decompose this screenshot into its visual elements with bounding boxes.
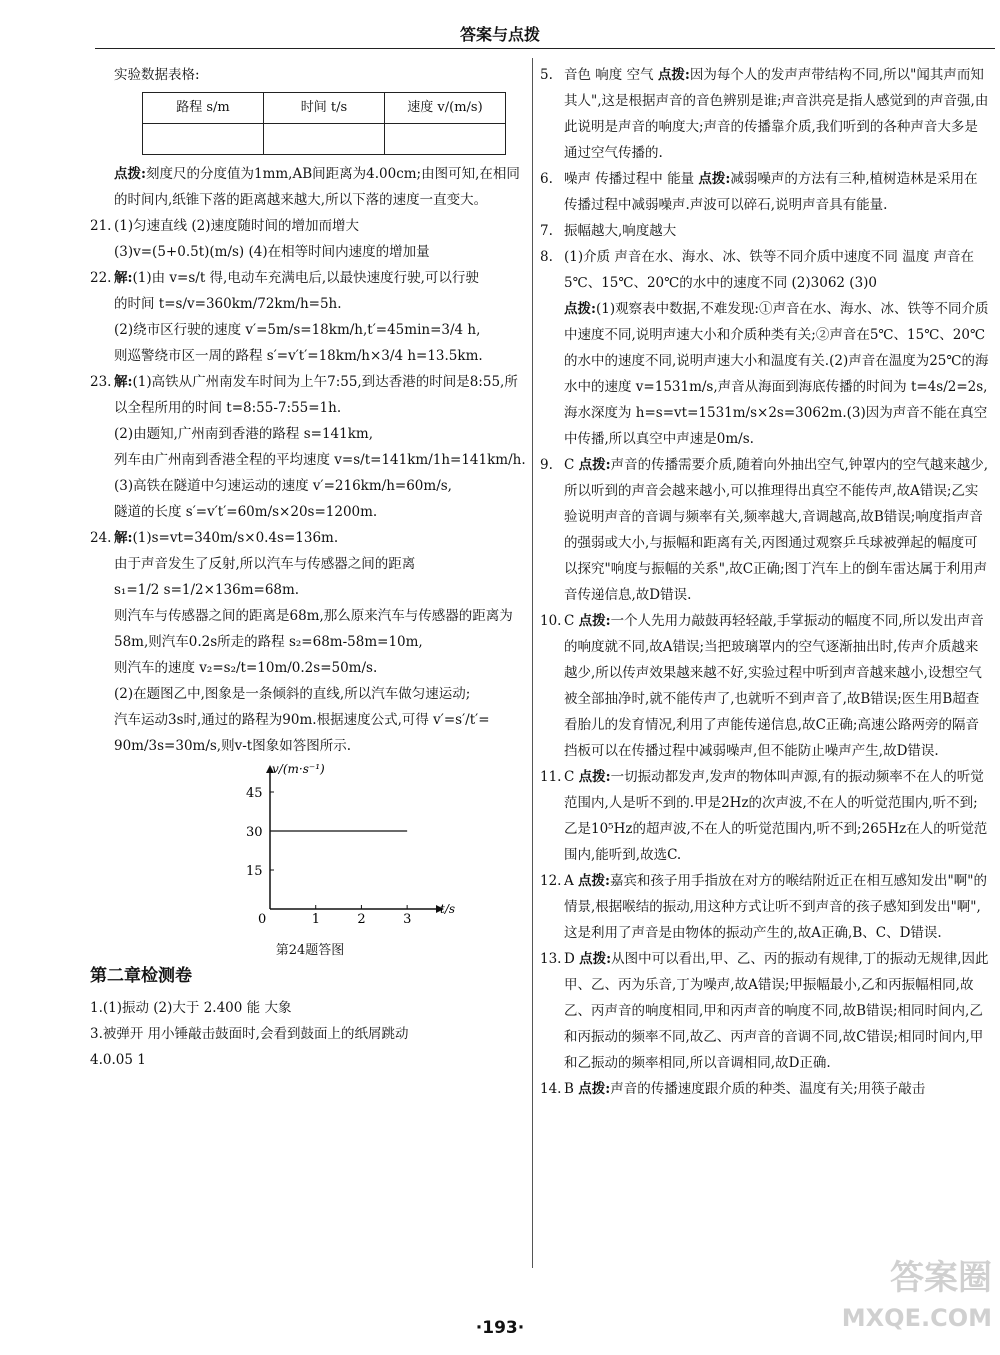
column-divider (532, 58, 533, 1268)
answer-number: 9. (540, 457, 553, 473)
y-axis-label: v/(m·s⁻¹) (272, 762, 325, 776)
tip-text: (1)观察表中数据,不难发现:①声音在水、海水、冰、铁等不同介质中速度不同,说明声速大小和介质种类有关;②声音在5℃、15℃、20℃的水中的速度不同,说明声速大小和温度有关.(2)声音在温度为25℃的海水中的速度 v=1531m/s,声音从海面到海底传播的时间为 t=4s/2=2s,海水深度为 h=s=vt=1531m/s×2s=3062m.(3)因为声音不能在真空中传播,所以真空中声速是0m/s. (564, 301, 989, 447)
answer-head: C (564, 769, 579, 785)
answer-line: (2)由题知,广州南到香港的路程 s=141km, (114, 426, 373, 442)
answer-text (564, 868, 990, 946)
table-cell (385, 124, 506, 155)
answer-line: (2)绕市区行驶的速度 v′=5m/s=18km/h,t′=45min=3/4 h, (114, 322, 481, 338)
chapter-answer-1: 1.(1)振动 (2)大于 2.400 能 大象 (90, 1000, 292, 1016)
tip-label: 点拨: (114, 166, 146, 182)
answer-line: 汽车运动3s时,通过的路程为90m.根据速度公式,可得 v′=s′/t′= (114, 712, 490, 728)
solution-label: 解: (114, 270, 133, 286)
watermark-line1: 答案圈 (890, 1258, 992, 1298)
tip-20 (90, 161, 530, 213)
tip-text: 一切振动都发声,发声的物体叫声源,有的振动频率不在人的听觉范围内,人是听不到的.甲是2Hz的次声波,不在人的听觉范围内,听不到;乙是10⁵Hz的超声波,不在人的听觉范围内,听不到;265Hz在人的听觉范围内,能听到,故选C. (564, 769, 988, 863)
left-column (90, 62, 530, 1073)
answer-number: 11. (540, 769, 562, 785)
answer-21 (90, 213, 530, 265)
answer-text: 振幅越大,响度越大 (564, 223, 677, 239)
tip-label: 点拨: (578, 457, 611, 473)
y-tick-label: 30 (246, 825, 263, 840)
tip-label: 点拨: (657, 67, 690, 83)
answer-line: (3)v=(5+0.5t)(m/s) (4)在相等时间内速度的增加量 (114, 244, 430, 260)
answer-line: (1)匀速直线 (2)速度随时间的增加而增大 (114, 218, 360, 234)
answer-line: 则汽车的速度 v₂=s₂/t=10m/0.2s=50m/s. (114, 660, 378, 676)
graph-caption: 第24题答图 (275, 943, 345, 958)
answer-head: D (564, 951, 580, 967)
answer-13 (540, 946, 990, 1076)
answer-line: 则巡警绕市区一周的路程 s′=v′t′=18km/h×3/4 h=13.5km. (114, 348, 483, 364)
answer-line: 列车由广州南到香港全程的平均速度 v=s/t=141km/1h=141km/h. (114, 452, 526, 468)
answer-text: (1)由 v=s/t 得,电动车充满电后,以最快速度行驶,可以行驶 (132, 270, 479, 286)
answer-11 (540, 764, 990, 868)
data-table (142, 92, 506, 155)
watermark-logo (842, 1258, 992, 1338)
y-tick-label: 45 (246, 786, 263, 801)
origin-label: 0 (258, 912, 267, 927)
section-title: 第二章检测卷 (90, 966, 192, 986)
chapter-answer-3: 3.被弹开 用小锤敲击鼓面时,会看到鼓面上的纸屑跳动 (90, 1026, 409, 1042)
x-axis-label: t/s (440, 902, 456, 916)
answer-5 (540, 62, 990, 166)
answer-number: 8. (540, 249, 553, 265)
answer-22 (90, 265, 530, 369)
tip-20-text: 刻度尺的分度值为1mm,AB间距离为4.00cm;由图可知,在相同的时间内,纸锥下落的距离越来越大,所以下落的速度一直变大。 (114, 166, 520, 208)
tip-label: 点拨: (698, 171, 731, 187)
answer-8 (540, 244, 990, 452)
answer-text (564, 946, 990, 1076)
answer-number: 5. (540, 67, 553, 83)
watermark-line2: MXQE.COM (841, 1304, 992, 1332)
answer-line (114, 369, 530, 421)
answer-7 (540, 218, 990, 244)
answer-head: A (564, 873, 579, 889)
answer-number: 6. (540, 171, 553, 187)
tip-text: 从图中可以看出,甲、乙、丙的振动有规律,丁的振动无规律,因此甲、乙、丙为乐音,丁为噪声,故A错误;甲振幅最小,乙和丙振幅相同,故乙、丙声音的响度相同,甲和丙声音的响度不同,故B错误;相同时间内,乙和丙振动的频率不同,故乙、丙声音的音调不同,故C错误;相同时间内,甲和乙振动的频率相同,所以音调相同,故D正确. (564, 951, 989, 1071)
tip-label: 点拨: (578, 1081, 611, 1097)
answer-14 (540, 1076, 990, 1102)
answer-line: 的时间 t=s/v=360km/72km/h=5h. (114, 296, 342, 312)
answer-head: 噪声 传播过程中 能量 (564, 171, 699, 187)
answer-23 (90, 369, 530, 525)
answer-12 (540, 868, 990, 946)
tip-label: 点拨: (564, 301, 596, 317)
answer-text (564, 1076, 990, 1102)
tip-text: 因为每个人的发声声带结构不同,所以"闻其声而知其人",这是根据声音的音色辨别是谁;声音洪亮是指人感觉到的声音强,由此说明是声音的响度大;声音的传播靠介质,我们听到的各种声音大多是通过空气传播的. (564, 67, 989, 161)
tip-text: 声音的传播需要介质,随着向外抽出空气,钟罩内的空气越来越少,所以听到的声音会越来越小,可以推理得出真空不能传声,故A错误;乙实验说明声音的音调与频率有关,频率越大,音调越高,故B错误;响度指声音的强弱或大小,与振幅和距离有关,丙图通过观察乒乓球被弹起的幅度可以探究"响度与振幅的关系",故C正确;图丁汽车上的倒车雷达属于利用声音传递信息,故D错误. (564, 457, 988, 603)
answer-text: (1)介质 声音在水、海水、冰、铁等不同介质中速度不同 温度 声音在5℃、15℃、20℃的水中的速度不同 (2)3062 (3)0 (564, 249, 974, 291)
answer-head: 音色 响度 空气 (564, 67, 658, 83)
chapter-answer-4: 4.0.05 1 (90, 1052, 146, 1068)
answer-line (114, 265, 530, 291)
page-number: ·193· (475, 1318, 525, 1338)
tip-label: 点拨: (578, 873, 611, 889)
answer-9 (540, 452, 990, 608)
table-header-distance: 路程 s/m (143, 93, 264, 124)
x-tick-label: 1 (311, 912, 320, 927)
table-cell (143, 124, 264, 155)
solution-label: 解: (114, 530, 133, 546)
y-tick-label: 15 (246, 864, 263, 879)
tip-text: 减弱噪声的方法有三种,植树造林是采用在传播过程中减弱噪声.声波可以碎石,说明声音具有能量. (564, 171, 978, 213)
page-header: 答案与点拨 (459, 25, 540, 44)
answer-line: 90m/3s=30m/s,则v-t图象如答图所示. (114, 738, 352, 754)
x-tick-label: 3 (403, 912, 412, 927)
answer-line: 则汽车与传感器之间的距离是68m,那么原来汽车与传感器的距离为58m,则汽车0.2s所走的路程 s₂=68m-58m=10m, (114, 608, 513, 650)
answer-line: (2)在题图乙中,图象是一条倾斜的直线,所以汽车做匀速运动; (114, 686, 471, 702)
tip-label: 点拨: (579, 951, 612, 967)
x-tick-label: 2 (357, 912, 366, 927)
answer-line (114, 525, 530, 551)
answer-text (564, 452, 990, 608)
solution-label: 解: (114, 374, 133, 390)
right-column (540, 62, 990, 1102)
answer-text (564, 296, 990, 452)
table-header-speed: 速度 v/(m/s) (385, 93, 506, 124)
tip-text: 声音的传播速度跟介质的种类、温度有关;用筷子敲击 (610, 1081, 926, 1097)
answer-head: C (564, 457, 579, 473)
answer-number: 14. (540, 1081, 562, 1097)
answer-number: 24. (90, 530, 112, 546)
answer-number: 10. (540, 613, 562, 629)
tip-text: 一个人先用力敲鼓再轻轻敲,手掌振动的幅度不同,所以发出声音的响度就不同,故A错误;当把玻璃罩内的空气逐渐抽出时,传声介质越来越少,所以传声效果越来越不好,实验过程中听到声音越来越小,设想空气被全部抽净时,就不能传声了,也就听不到声音了,故B错误;医生用B超查看胎儿的发育情况,利用了声能传递信息,故C正确;高速公路两旁的隔音挡板可以在传播过程中减弱噪声,但不能防止噪声产生,故D错误. (564, 613, 984, 759)
vt-graph (90, 759, 530, 958)
header-rule (95, 48, 995, 49)
answer-line: 由于声音发生了反射,所以汽车与传感器之间的距离 (114, 556, 416, 572)
answer-number: 7. (540, 223, 553, 239)
answer-text (564, 764, 990, 868)
answer-text (564, 608, 990, 764)
answer-head: C (564, 613, 579, 629)
answer-head: B (564, 1081, 579, 1097)
answer-text (564, 166, 990, 218)
answer-10 (540, 608, 990, 764)
answer-number: 12. (540, 873, 562, 889)
answer-text (564, 62, 990, 166)
vt-graph-svg (90, 759, 530, 929)
tip-text: 嘉宾和孩子用手指放在对方的喉结附近正在相互感知发出"啊"的情景,根据喉结的振动,用这种方式让听不到声音的孩子感知到发出"啊",这是利用了声音是由物体的振动产生的,故A正确,B、C、D错误. (564, 873, 987, 941)
answer-line: 隧道的长度 s′=v′t′=60m/s×20s=1200m. (114, 504, 378, 520)
tip-label: 点拨: (578, 769, 611, 785)
answer-24 (90, 525, 530, 759)
table-cell (264, 124, 385, 155)
answer-number: 13. (540, 951, 562, 967)
table-intro: 实验数据表格: (114, 67, 200, 83)
tip-label: 点拨: (578, 613, 611, 629)
table-header-time: 时间 t/s (264, 93, 385, 124)
answer-number: 23. (90, 374, 112, 390)
answer-6 (540, 166, 990, 218)
answer-text: (1)高铁从广州南发车时间为上午7:55,到达香港的时间是8:55,所以全程所用的时间 t=8:55-7:55=1h. (114, 374, 518, 416)
answer-number: 21. (90, 218, 112, 234)
answer-number: 22. (90, 270, 112, 286)
answer-line: s₁=1/2 s=1/2×136m=68m. (114, 582, 300, 598)
answer-text: (1)s=vt=340m/s×0.4s=136m. (132, 530, 339, 546)
answer-line: (3)高铁在隧道中匀速运动的速度 v′=216km/h=60m/s, (114, 478, 452, 494)
